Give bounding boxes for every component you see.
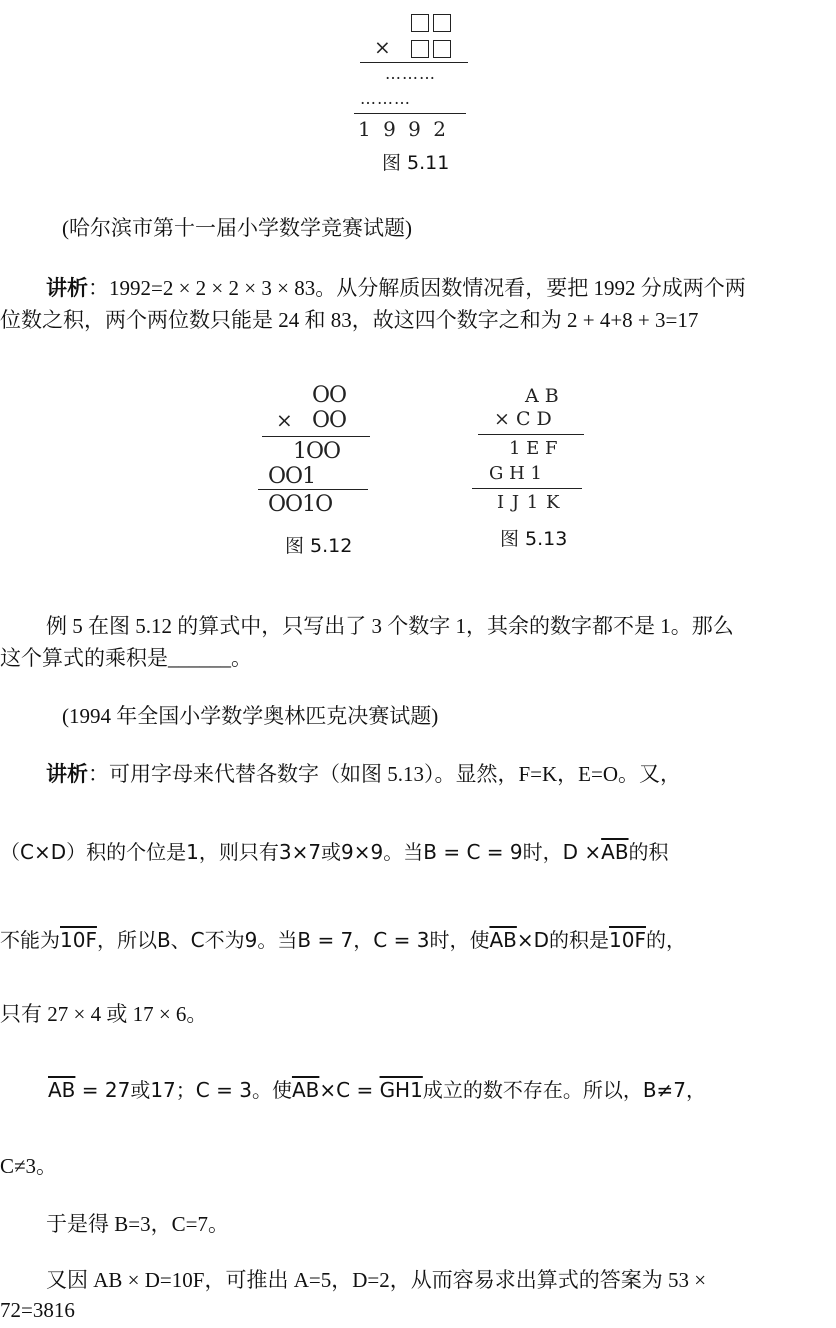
multiplicand: A B bbox=[525, 385, 559, 407]
divider-line bbox=[360, 62, 468, 63]
product-result: 1 9 9 2 bbox=[358, 117, 449, 141]
figure-caption: 图 5.11 bbox=[382, 152, 450, 174]
analysis-text: ：可用字母来代替各数字（如图 5.13）。显然，F=K，E=O。又， bbox=[88, 762, 682, 786]
analysis-line: 于是得 B=3，C=7。 bbox=[46, 1212, 229, 1236]
analysis-text: ：1992=2 × 2 × 2 × 3 × 83。从分解质因数情况看，要把 1992 分成两个两 bbox=[88, 276, 746, 300]
text-segment: 的积 bbox=[628, 840, 669, 864]
analysis-line: 72=3816 bbox=[0, 1298, 75, 1322]
partial-product-2: G H 1 bbox=[489, 463, 542, 484]
analysis-line bbox=[0, 926, 686, 954]
overlined-number: GH1 bbox=[379, 1078, 423, 1102]
text-segment: 的， bbox=[645, 928, 686, 952]
figure-caption: 图 5.13 bbox=[500, 528, 568, 550]
analysis-line: 位数之积，两个两位数只能是 24 和 83，故这四个数字之和为 2 + 4+8 + 3=17 bbox=[0, 308, 699, 332]
multiplicand: OO bbox=[312, 383, 347, 408]
partial-product-dots: ……… bbox=[360, 89, 411, 108]
blank-box bbox=[411, 14, 429, 32]
partial-product-2: OO1 bbox=[268, 464, 316, 489]
source-citation: (1994 年全国小学数学奥林匹克决赛试题) bbox=[62, 704, 439, 728]
analysis-line bbox=[0, 838, 669, 866]
analysis-line: C≠3。 bbox=[0, 1154, 58, 1178]
divider-line bbox=[354, 113, 466, 114]
analysis-line bbox=[46, 760, 681, 788]
example-line: 这个算式的乘积是______。 bbox=[0, 646, 252, 670]
top-boxes bbox=[411, 12, 455, 32]
text-segment: = 27或17；C = 3。使 bbox=[75, 1078, 292, 1102]
divider-line bbox=[472, 488, 582, 489]
overlined-number: 10F bbox=[609, 928, 646, 952]
divider-line bbox=[478, 434, 584, 435]
times-sign: × bbox=[276, 408, 293, 432]
blank-box bbox=[433, 14, 451, 32]
text-segment: ×D的积是 bbox=[516, 928, 610, 952]
analysis-label: 讲析 bbox=[46, 276, 88, 300]
partial-product-1: 1OO bbox=[293, 439, 341, 464]
analysis-label: 讲析 bbox=[46, 762, 88, 786]
analysis-line: 又因 AB × D=10F，可推出 A=5，D=2，从而容易求出算式的答案为 53 × bbox=[46, 1268, 707, 1292]
source-citation: (哈尔滨市第十一届小学数学竞赛试题) bbox=[62, 216, 412, 240]
product-result: I J 1 K bbox=[497, 492, 561, 513]
figure-caption: 图 5.12 bbox=[285, 535, 353, 557]
overlined-number: $\overline{AB}$ bbox=[489, 928, 517, 952]
divider-line bbox=[262, 436, 370, 437]
second-boxes bbox=[411, 38, 455, 58]
example-line: 例 5 在图 5.12 的算式中，只写出了 3 个数字 1，其余的数字都不是 1。那么 bbox=[46, 614, 734, 638]
multiplier: × C D bbox=[494, 408, 552, 430]
text-segment: ×C = bbox=[319, 1078, 380, 1102]
text-segment: 不能为 bbox=[0, 928, 60, 952]
analysis-line bbox=[48, 1076, 706, 1104]
times-sign: × bbox=[374, 35, 391, 59]
overlined-number: 10F bbox=[60, 928, 97, 952]
text-segment: 成立的数不存在。所以，B≠7， bbox=[422, 1078, 707, 1102]
overlined-number: $\overline{AB}$ bbox=[601, 840, 629, 864]
product-result: OO1O bbox=[268, 492, 333, 517]
overlined-number: $\overline{AB}$ bbox=[291, 1078, 320, 1102]
overlined-number: $\overline{AB}$ bbox=[48, 1078, 76, 1102]
text-segment: （C×D）积的个位是1，则只有3×7或9×9。当B = C = 9时，D × bbox=[0, 840, 602, 864]
partial-product-1: 1 E F bbox=[509, 438, 558, 459]
blank-box bbox=[433, 40, 451, 58]
blank-box bbox=[411, 40, 429, 58]
text-segment: ，所以B、C不为9。当B = 7，C = 3时，使 bbox=[96, 928, 490, 952]
analysis-line: 只有 27 × 4 或 17 × 6。 bbox=[0, 1002, 208, 1026]
divider-line bbox=[258, 489, 368, 490]
multiplier: OO bbox=[312, 408, 347, 433]
analysis-line bbox=[46, 274, 746, 302]
partial-product-dots: ……… bbox=[385, 64, 436, 83]
